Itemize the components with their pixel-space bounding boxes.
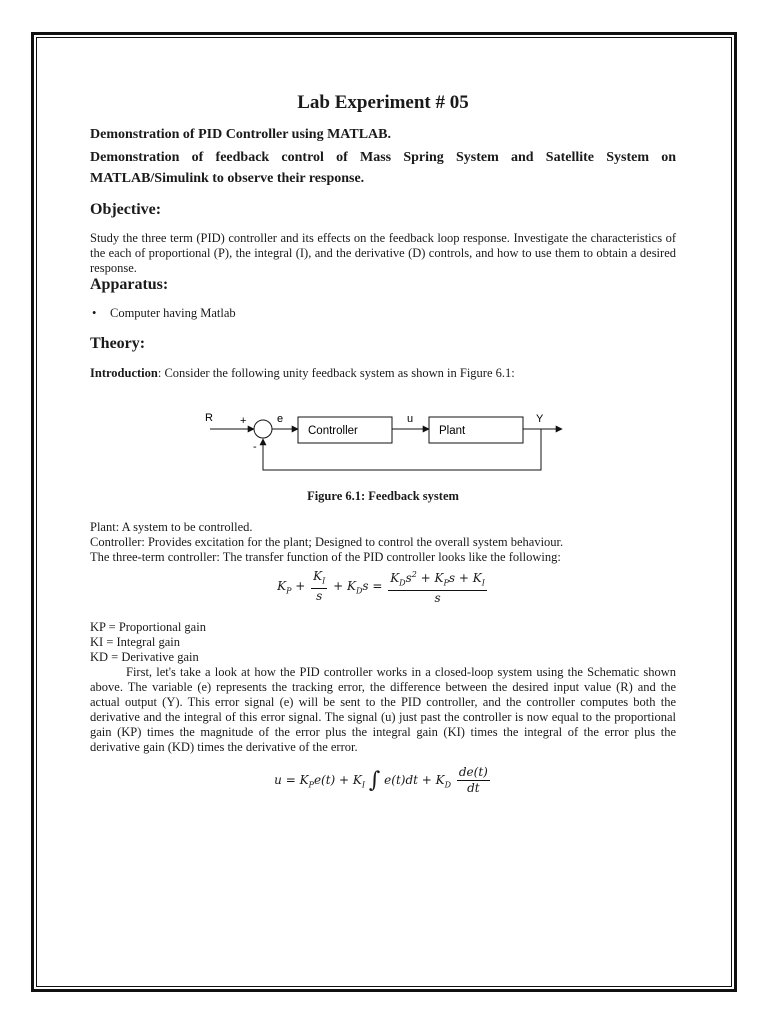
diagram-label-minus: - (253, 441, 257, 453)
introduction-text: : Consider the following unity feedback system as shown in Figure 6.1: (157, 366, 515, 380)
controller-block-label: Controller (308, 425, 358, 437)
subtitle-pid: Demonstration of PID Controller using MATLAB. (90, 127, 391, 142)
objective-heading: Objective: (90, 201, 162, 218)
bullet-icon: • (92, 306, 97, 320)
diagram-label-y: Y (536, 413, 544, 425)
plant-definition: Plant: A system to be controlled. (90, 520, 253, 534)
pid-transfer-function: $K_P$ + $\frac{K_I}{s}$ + $K_Ds$ = $\frac{K_Ds^2 + K_Ps + K_I}{s}$ (277, 569, 485, 606)
ki-definition: KI = Integral gain (90, 635, 181, 650)
document-title: Lab Experiment # 05 (297, 92, 469, 113)
subtitle-feedback: Demonstration of feedback control of Mass Spring System and Satellite System on MATLAB/Simulink to observe their response. (90, 150, 676, 186)
diagram-label-plus: + (240, 415, 247, 427)
introduction-label: Introduction (90, 366, 158, 380)
kd-definition: KD = Derivative gain (90, 650, 199, 665)
document-body (90, 92, 676, 796)
figure-caption: Figure 6.1: Feedback system (307, 489, 459, 503)
summing-junction-icon (254, 420, 272, 438)
pid-control-law-equation: $u = K_Pe(t) + K_I$ ∫ $e(t)dt + K_D$ $\frac{de(t)}{dt}$ (274, 765, 488, 796)
controller-definition: Controller: Provides excitation for the plant; Designed to control the overall system behaviour. (90, 535, 564, 549)
introduction-paragraph (90, 366, 676, 381)
apparatus-item-label: Computer having Matlab (110, 306, 236, 320)
diagram-label-u: u (407, 413, 414, 425)
plant-block-label: Plant (439, 425, 466, 437)
apparatus-item (90, 306, 676, 321)
pid-explanation-paragraph: First, let's take a look at how the PID controller works in a closed-loop system using the Schematic shown above. The variable (e) represents the tracking error, the difference between the desired input value (R) and the actual output (Y). This error signal (e) will be sent to the PID controller, and the controller computes both the derivative and the integral of this error signal. The signal (u) just past the controller is now equal to the proportional gain (KP) times the magnitude of the error plus the integral gain (KI) times the integral of the error plus the derivative gain (KD) times the derivative of the error. (90, 665, 676, 755)
diagram-label-e: e (277, 413, 284, 425)
three-term-definition: The three-term controller: The transfer function of the PID controller looks like the following: (90, 550, 561, 564)
objective-text: Study the three term (PID) controller and its effects on the feedback loop response. Investigate the characteristics of the each of proportional (P), the integral (I), and the derivative (D) controls, and how to use them to obtain a desired response. (90, 231, 676, 275)
theory-heading: Theory: (90, 335, 146, 352)
diagram-label-r: R (205, 412, 213, 424)
apparatus-heading: Apparatus: (90, 276, 169, 293)
kp-definition: KP = Proportional gain (90, 620, 206, 635)
feedback-block-diagram (190, 407, 570, 481)
